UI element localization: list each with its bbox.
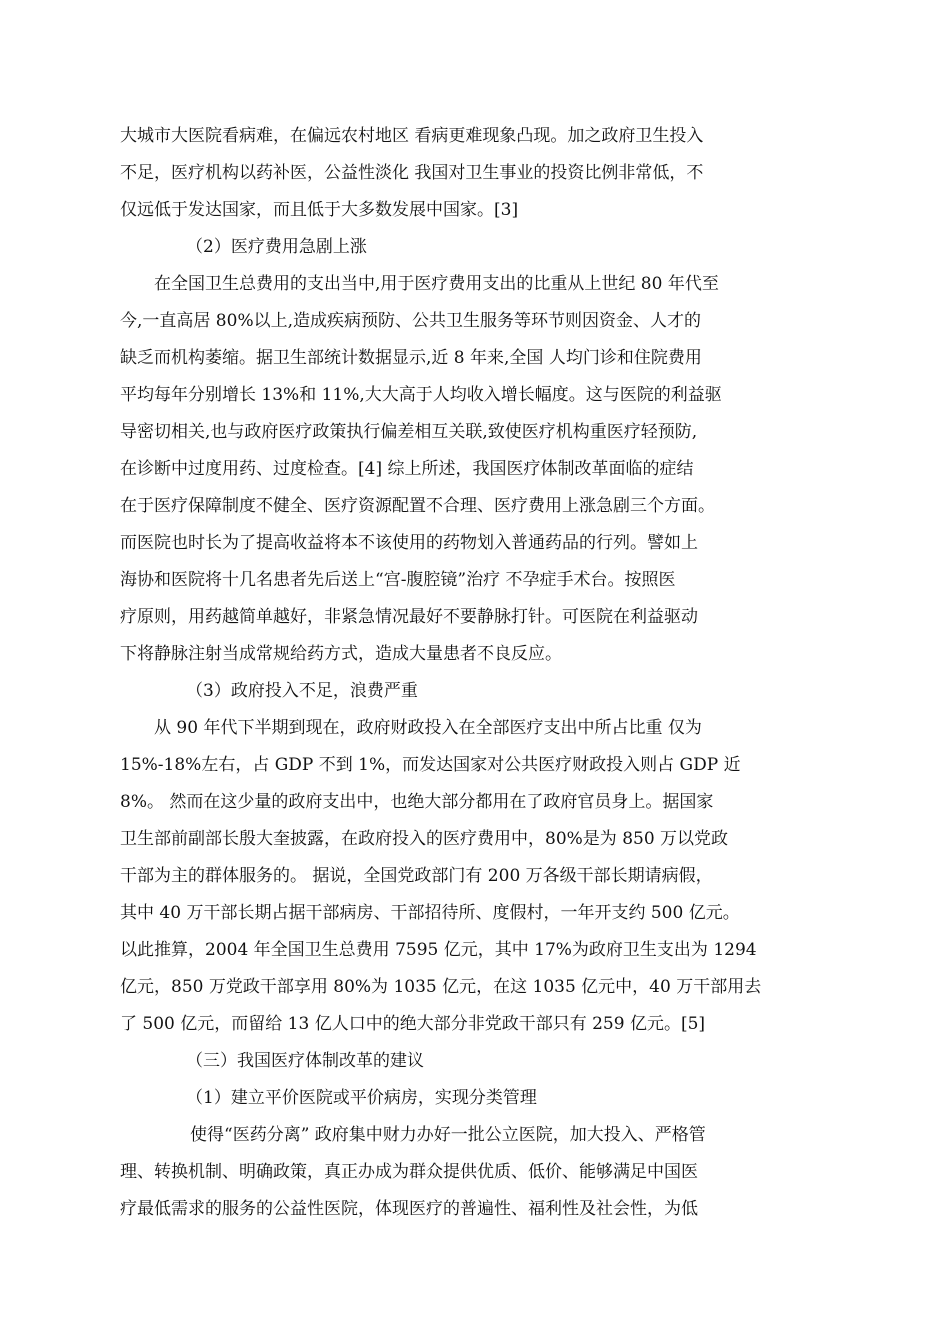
text-line-25: 了 500 亿元，而留给 13 亿人口中的绝大部分非党政干部只有 259 亿元。[5] bbox=[120, 1014, 706, 1034]
text-line-3: 仅远低于发达国家，而且低于大多数发展中国家。[3] bbox=[120, 200, 519, 220]
section-heading-3-suggestions: （三）我国医疗体制改革的建议 bbox=[186, 1051, 424, 1071]
section-heading-2: （2）医疗费用急剧上涨 bbox=[186, 237, 367, 257]
subsection-heading-1: （1）建立平价医院或平价病房，实现分类管理 bbox=[186, 1088, 537, 1108]
text-line-15: 下将静脉注射当成常规给药方式，造成大量患者不良反应。 bbox=[120, 644, 562, 664]
text-line-2: 不足，医疗机构以药补医，公益性淡化 我国对卫生事业的投资比例非常低，不 bbox=[120, 163, 704, 183]
section-heading-3: （3）政府投入不足，浪费严重 bbox=[186, 681, 418, 701]
text-line-21: 干部为主的群体服务的。 据说，全国党政部门有 200 万各级干部长期请病假， bbox=[120, 866, 713, 886]
text-line-28: 使得“医药分离” 政府集中财力办好一批公立医院，加大投入、严格管 bbox=[190, 1125, 706, 1145]
text-line-29: 理、转换机制、明确政策，真正办成为群众提供优质、低价、能够满足中国医 bbox=[120, 1162, 698, 1182]
text-line-11: 在于医疗保障制度不健全、医疗资源配置不合理、医疗费用上涨急剧三个方面。 bbox=[120, 496, 715, 516]
text-line-10: 在诊断中过度用药、过度检查。[4] 综上所述，我国医疗体制改革面临的症结 bbox=[120, 459, 694, 479]
text-line-19: 8%。 然而在这少量的政府支出中，也绝大部分都用在了政府官员身上。据国家 bbox=[120, 792, 714, 812]
text-line-22: 其中 40 万干部长期占据干部病房、干部招待所、度假村，一年开支约 500 亿元。 bbox=[120, 903, 740, 923]
text-line-13: 海协和医院将十几名患者先后送上“宫-腹腔镜”治疗 不孕症手术台。按照医 bbox=[120, 570, 676, 590]
text-line-5: 在全国卫生总费用的支出当中,用于医疗费用支出的比重从上世纪 80 年代至 bbox=[154, 274, 719, 294]
text-line-12: 而医院也时长为了提高收益将本不该使用的药物划入普通药品的行列。譬如上 bbox=[120, 533, 698, 553]
text-line-7: 缺乏而机构萎缩。据卫生部统计数据显示,近 8 年来,全国 人均门诊和住院费用 bbox=[120, 348, 702, 368]
text-line-6: 今,一直高居 80%以上,造成疾病预防、公共卫生服务等环节则因资金、人才的 bbox=[120, 311, 701, 331]
text-line-18: 15%-18%左右，占 GDP 不到 1%，而发达国家对公共医疗财政投入则占 GDP 近 bbox=[120, 755, 741, 775]
text-line-8: 平均每年分别增长 13%和 11%,大大高于人均收入增长幅度。这与医院的利益驱 bbox=[120, 385, 722, 405]
text-line-24: 亿元，850 万党政干部享用 80%为 1035 亿元，在这 1035 亿元中，40 万干部用去 bbox=[120, 977, 762, 997]
text-line-30: 疗最低需求的服务的公益性医院，体现医疗的普遍性、福利性及社会性，为低 bbox=[120, 1199, 698, 1219]
text-line-9: 导密切相关,也与政府医疗政策执行偏差相互关联,致使医疗机构重医疗轻预防, bbox=[120, 422, 698, 442]
text-line-17: 从 90 年代下半期到现在，政府财政投入在全部医疗支出中所占比重 仅为 bbox=[154, 718, 702, 738]
text-line-23: 以此推算，2004 年全国卫生总费用 7595 亿元，其中 17%为政府卫生支出为 1294 bbox=[120, 940, 757, 960]
text-line-14: 疗原则，用药越简单越好，非紧急情况最好不要静脉打针。可医院在利益驱动 bbox=[120, 607, 698, 627]
text-line-20: 卫生部前副部长殷大奎披露，在政府投入的医疗费用中，80%是为 850 万以党政 bbox=[120, 829, 729, 849]
text-line-1: 大城市大医院看病难，在偏远农村地区 看病更难现象凸现。加之政府卫生投入 bbox=[120, 126, 704, 146]
